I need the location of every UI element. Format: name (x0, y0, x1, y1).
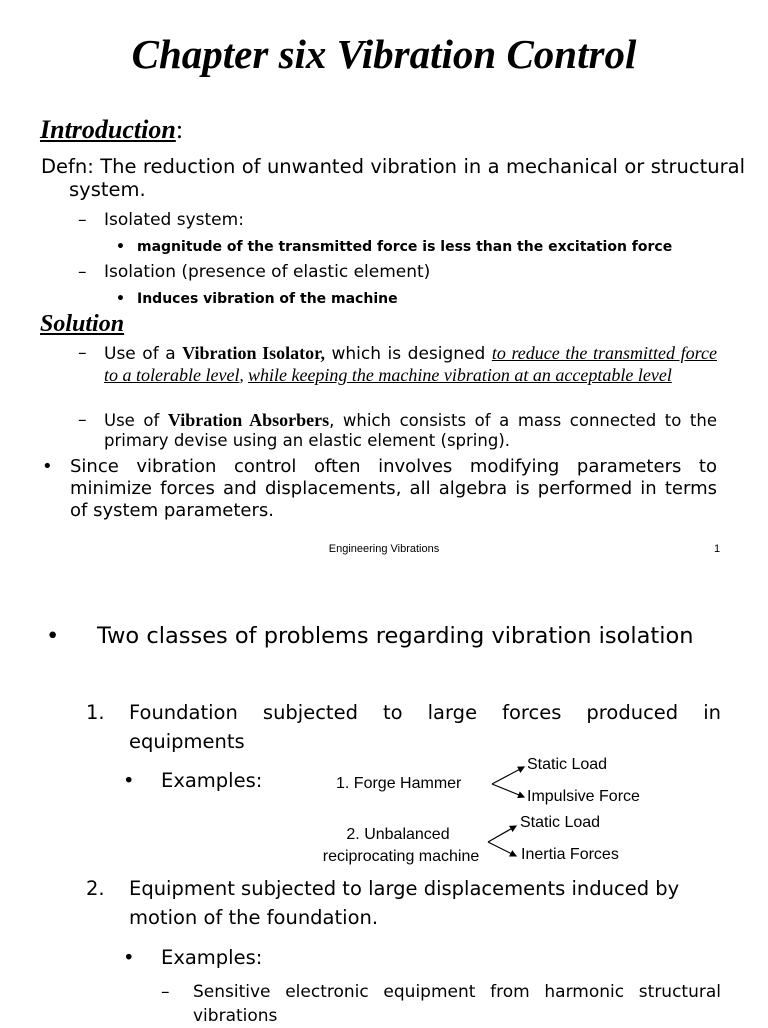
bullet-marker: • (42, 456, 53, 477)
forge-hammer-label: 1. Forge Hammer (336, 775, 462, 792)
impulsive-force-label: Impulsive Force (527, 788, 640, 805)
isolator-goal-2: while keeping the machine vibration at an acceptable level (247, 365, 672, 385)
isolated-system-item: Isolated system: (104, 210, 244, 230)
dash-marker: – (78, 210, 87, 230)
arrow-line (492, 784, 524, 797)
bullet-marker: • (116, 291, 125, 307)
definition-text: Defn: The reduction of unwanted vibration in a mechanical or structural system. (41, 155, 745, 201)
arrow-line (488, 826, 516, 842)
unbalanced-label-line2: reciprocating machine (322, 848, 480, 865)
examples-label: Examples: (161, 946, 263, 969)
bullet-marker: • (116, 239, 125, 255)
footer-title: Engineering Vibrations (328, 543, 440, 555)
examples-label: Examples: (161, 769, 263, 792)
isolator-term: Vibration Isolator, (182, 343, 325, 363)
classes-lead-text: Two classes of problems regarding vibration isolation (97, 623, 694, 649)
dash-marker: – (78, 262, 87, 282)
class1-text: Foundation subjected to large forces produced in equipments (129, 701, 721, 753)
static-load-label: Static Load (527, 756, 608, 773)
intro-heading: Introduction (40, 115, 176, 144)
dash-marker: – (161, 982, 170, 1002)
parameters-bullet-text: Since vibration control often involves modifying parameters to minimize forces and displacements, all algebra is performed in terms of system parameters. (70, 456, 717, 521)
dash-marker: – (78, 343, 87, 363)
page-title: Chapter six Vibration Control (131, 31, 637, 77)
isolation-item: Isolation (presence of elastic element) (104, 262, 431, 282)
isolator-goal-1: to reduce the transmitted force to a tolerable level (104, 343, 717, 385)
static-load-label: Static Load (520, 814, 601, 831)
dash-marker: – (78, 410, 87, 430)
absorbers-pre: Use of (104, 411, 168, 430)
absorbers-term: Vibration Absorbers (167, 410, 330, 430)
list-number: 1. (86, 701, 105, 724)
page-number: 1 (714, 543, 721, 555)
arrow-line (492, 767, 524, 784)
bullet-marker: • (123, 769, 135, 792)
isolated-system-subitem: magnitude of the transmitted force is less than the excitation force (137, 239, 673, 255)
sensitive-equipment-item: Sensitive electronic equipment from harmonic structural vibrations (193, 982, 721, 1026)
intro-colon: : (175, 115, 184, 144)
unbalanced-label-line1: 2. Unbalanced (346, 826, 450, 843)
isolator-pre: Use of a (104, 344, 183, 364)
bullet-marker: • (123, 946, 135, 969)
class2-text: Equipment subjected to large displacements induced by motion of the foundation. (129, 877, 680, 929)
bullet-marker: • (46, 623, 60, 649)
isolator-mid: which is designed (324, 344, 492, 364)
inertia-forces-label: Inertia Forces (521, 846, 619, 863)
solution-heading: Solution (40, 311, 125, 337)
absorbers-post: , which consists of a mass connected to the primary devise using an elastic element (spring). (104, 411, 718, 450)
list-number: 2. (86, 877, 105, 900)
arrow-line (488, 842, 516, 856)
isolation-subitem: Induces vibration of the machine (137, 291, 398, 307)
isolator-comma: , (239, 366, 248, 385)
